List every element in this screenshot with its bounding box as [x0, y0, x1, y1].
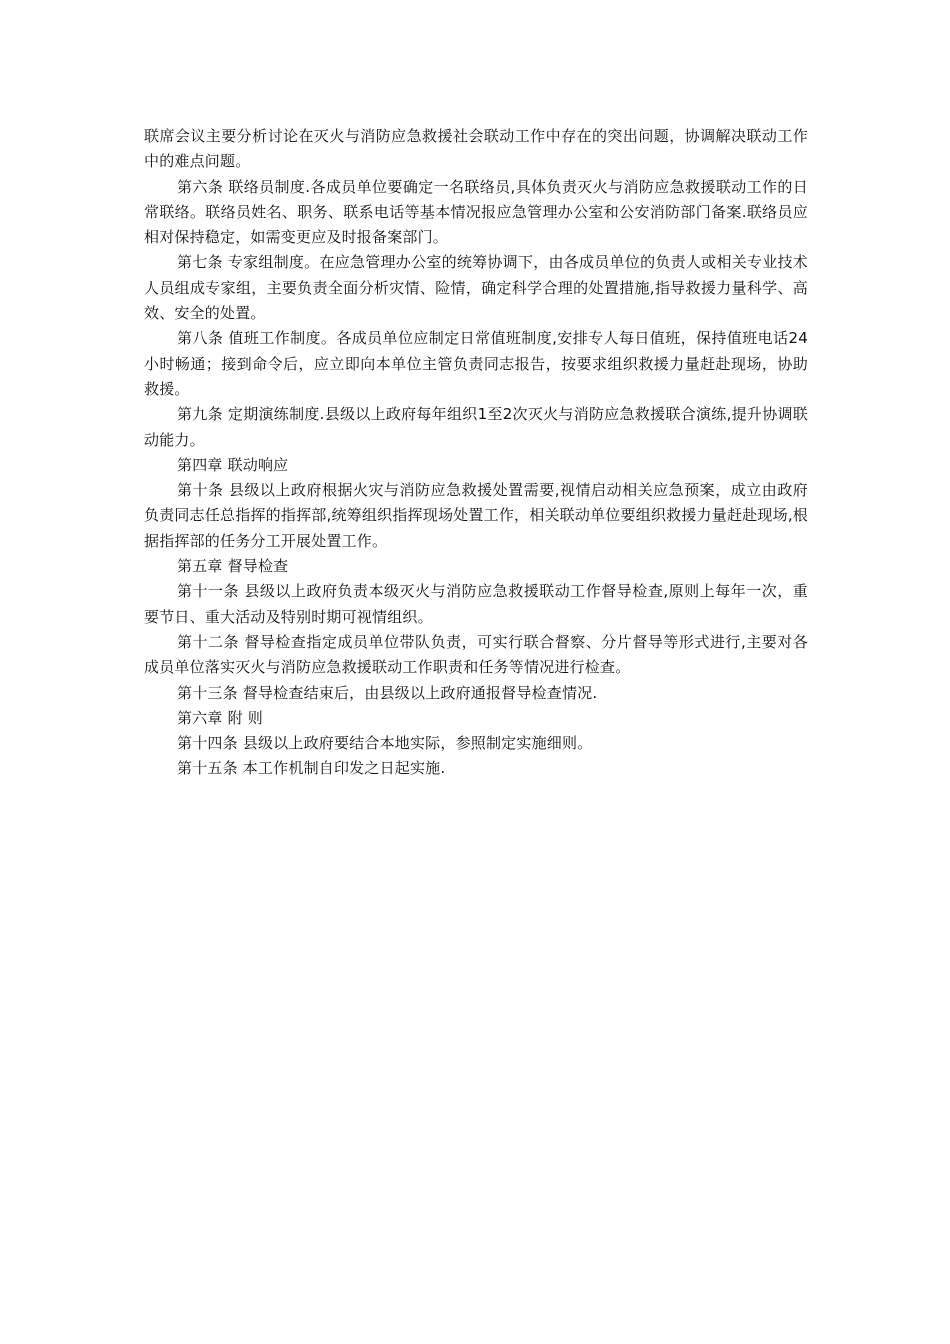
- paragraph-article-13: 第十三条 督导检查结束后，由县级以上政府通报督导检查情况.: [177, 683, 598, 702]
- document-body: [144, 124, 808, 782]
- paragraph-article-15: 第十五条 本工作机制自印发之日起实施.: [177, 759, 446, 778]
- paragraph-article-10: 第十条 县级以上政府根据火灾与消防应急救援处置需要,视情启动相关应急预案，成立由政府负责同志任总指挥的指挥部,统筹组织指挥现场处置工作，相关联动单位要组织救援力量赶赴现场,根据指挥部的任务分工开展处置工作。: [144, 481, 808, 550]
- chapter-heading-5: 第五章 督导检查: [177, 557, 289, 576]
- paragraph-article-7: 第七条 专家组制度。在应急管理办公室的统筹协调下，由各成员单位的负责人或相关专业技术人员组成专家组，主要负责全面分析灾情、险情，确定科学合理的处置措施,指导救援力量科学、高效、安全的处置。: [144, 253, 808, 323]
- paragraph-article-12: 第十二条 督导检查指定成员单位带队负责，可实行联合督察、分片督导等形式进行,主要对各成员单位落实灭火与消防应急救援联动工作职责和任务等情况进行检查。: [144, 632, 808, 677]
- paragraph-article-11: 第十一条 县级以上政府负责本级灭火与消防应急救援联动工作督导检查,原则上每年一次，重要节日、重大活动及特别时期可视情组织。: [144, 582, 808, 626]
- chapter-heading-4: 第四章 联动响应: [177, 455, 289, 474]
- paragraph-article-6: 第六条 联络员制度.各成员单位要确定一名联络员,具体负责灭火与消防应急救援联动工作的日常联络。联络员姓名、职务、联系电话等基本情况报应急管理办公室和公安消防部门备案.联络员应相对保持稳定，如需变更应及时报备案部门。: [144, 177, 808, 247]
- paragraph-article-8: 第八条 值班工作制度。各成员单位应制定日常值班制度,安排专人每日值班，保持值班电话24小时畅通；接到命令后，应立即向本单位主管负责同志报告，按要求组织救援力量赶赴现场，协助救援。: [144, 329, 808, 398]
- paragraph-intro-continuation: 联席会议主要分析讨论在灭火与消防应急救援社会联动工作中存在的突出问题，协调解决联动工作中的难点问题。: [144, 127, 808, 171]
- paragraph-article-9: 第九条 定期演练制度.县级以上政府每年组织1至2次灭火与消防应急救援联合演练,提升协调联动能力。: [144, 405, 808, 449]
- paragraph-article-14: 第十四条 县级以上政府要结合本地实际，参照制定实施细则。: [177, 734, 593, 753]
- chapter-heading-6: 第六章 附 则: [177, 708, 263, 727]
